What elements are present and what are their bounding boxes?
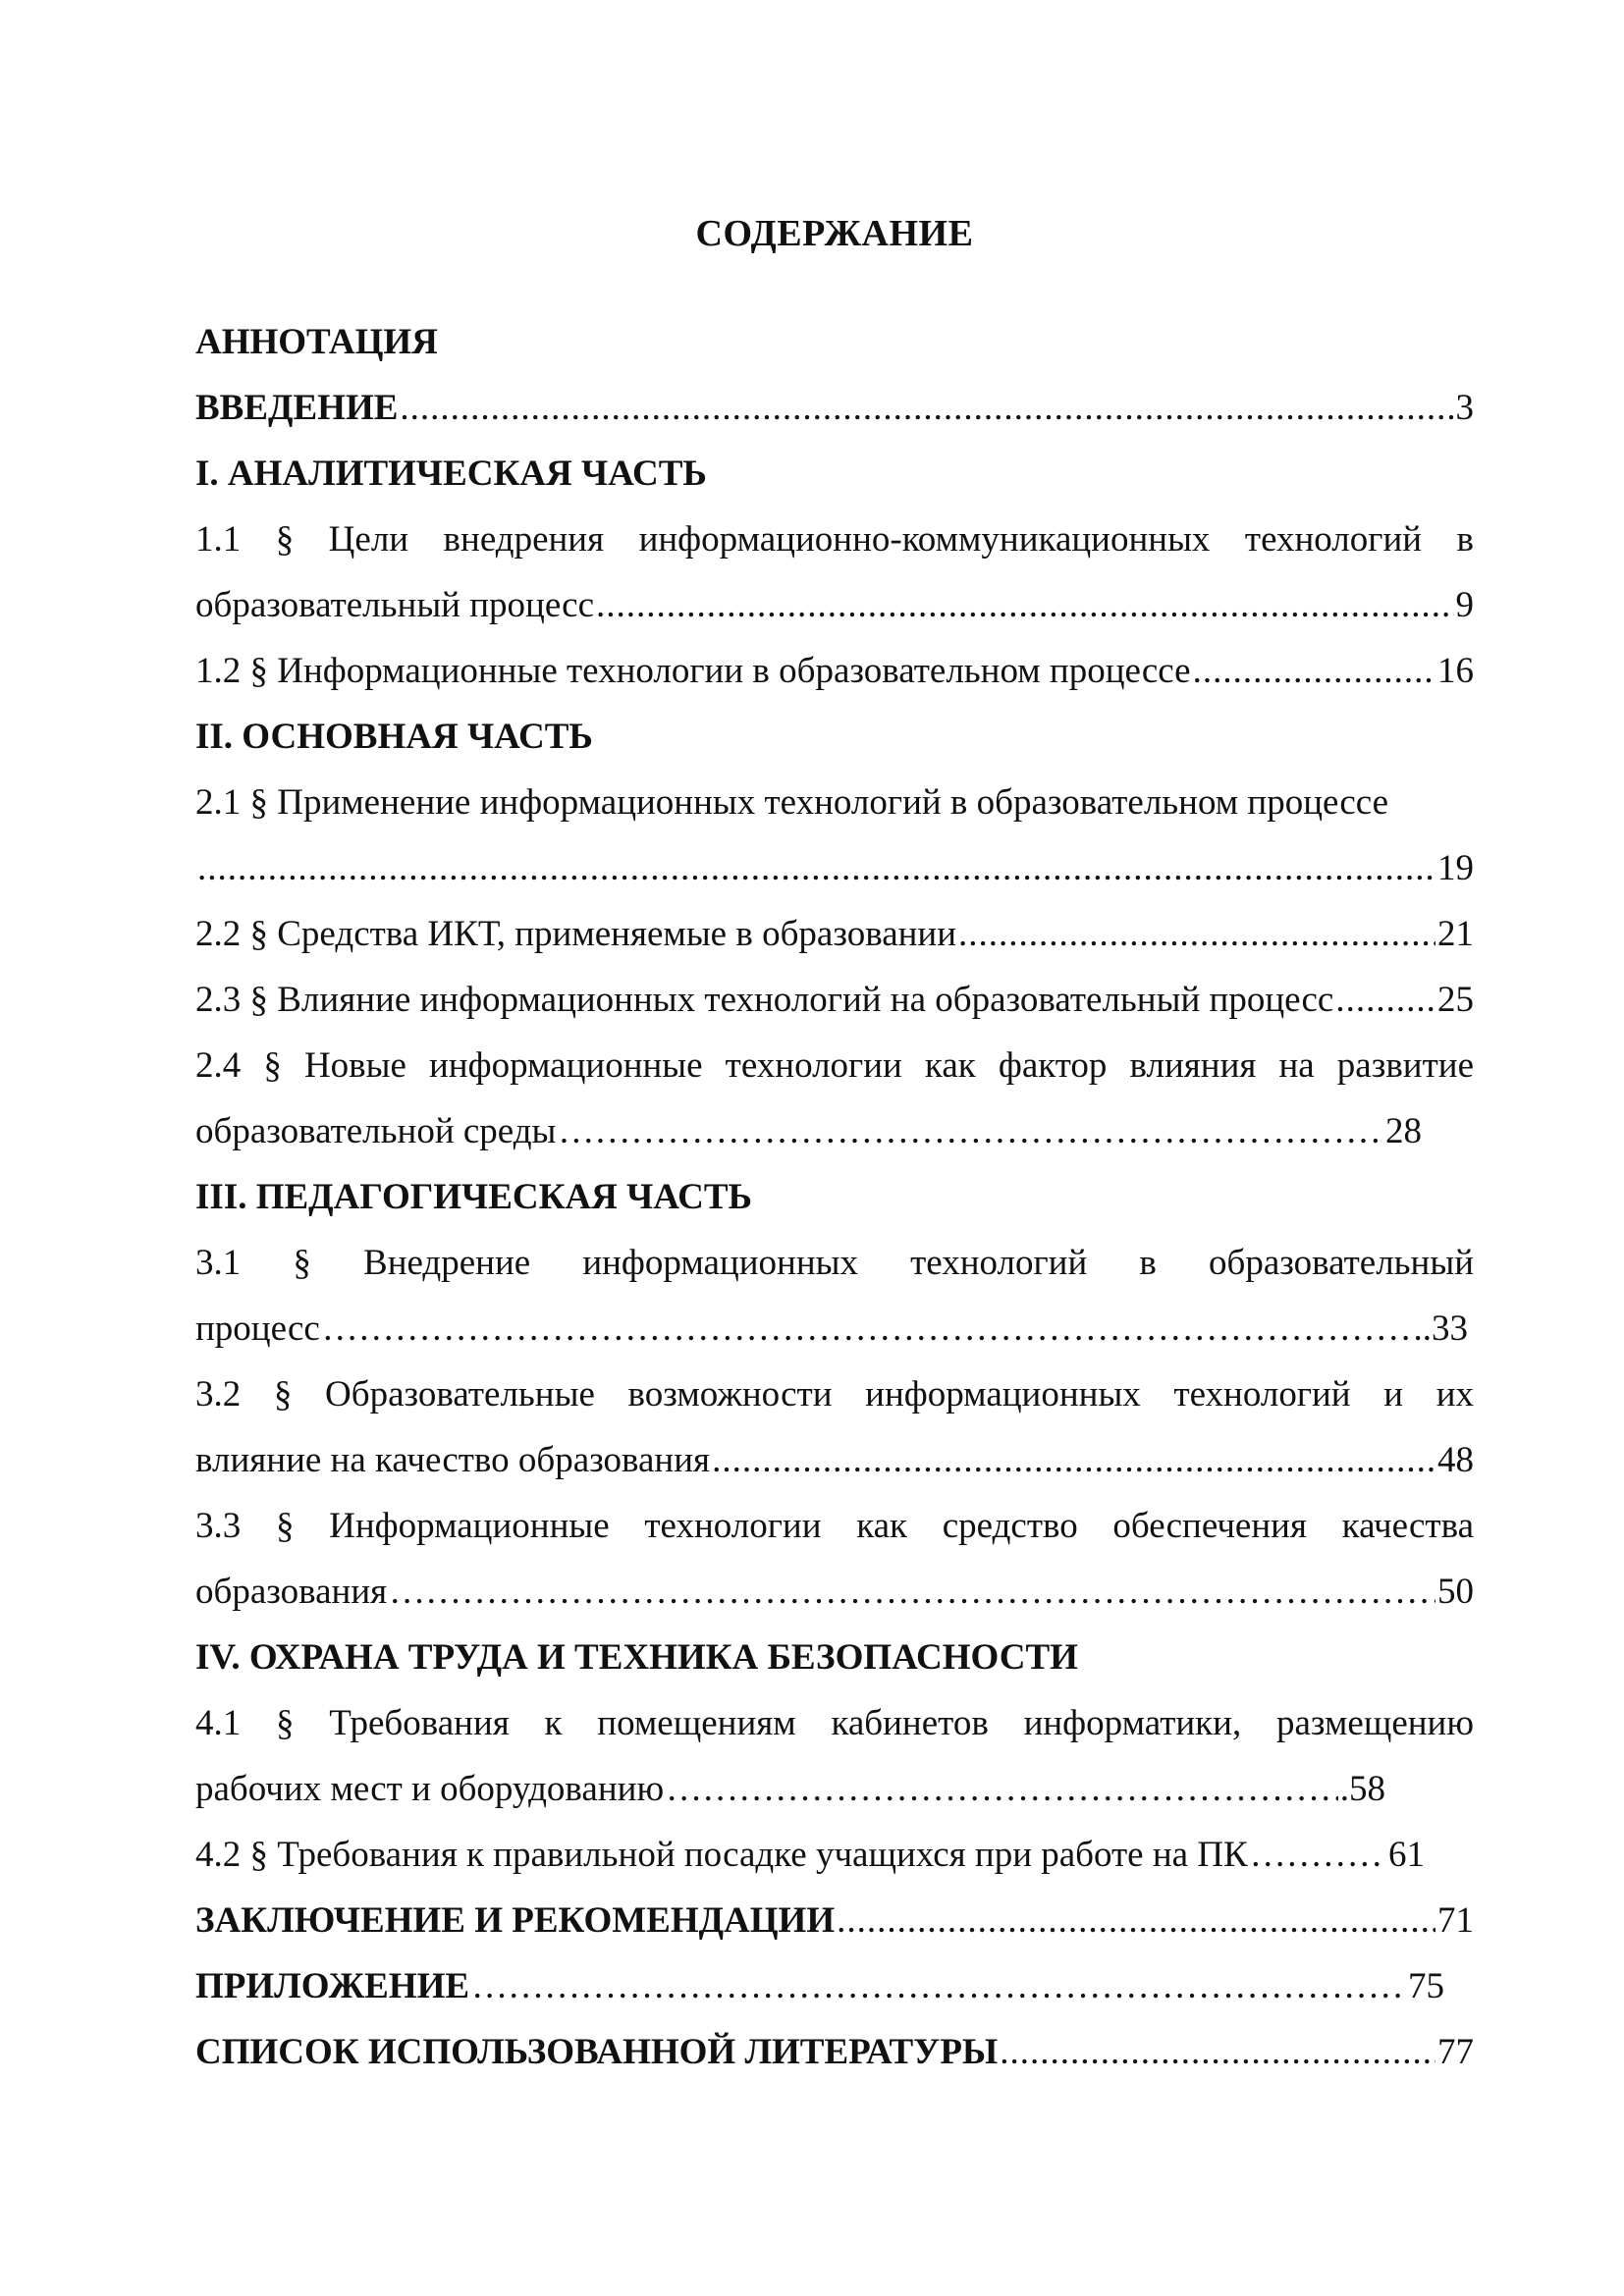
entry-text: образования bbox=[195, 1572, 388, 1612]
page-number: 25 bbox=[1437, 980, 1474, 1020]
toc-entry-references bbox=[195, 2019, 1474, 2085]
toc-section-part-4 bbox=[195, 1625, 1474, 1690]
dot-leader bbox=[558, 1098, 1383, 1164]
page-number: 19 bbox=[1437, 848, 1474, 888]
page-number: 28 bbox=[1385, 1111, 1422, 1151]
toc-entry-4-1-line-1: 4.1 § Требования к помещениям кабинетов информатики, размещению bbox=[195, 1703, 1474, 1743]
dot-leader bbox=[712, 1427, 1435, 1493]
entry-text: 2.2 § Средства ИКТ, применяемые в образовании bbox=[195, 914, 957, 954]
entry-text: 4.2 § Требования к правильной посадке учащихся при работе на ПК bbox=[195, 1835, 1248, 1875]
page-number: 61 bbox=[1388, 1835, 1425, 1875]
toc-entry-3-3-line-2 bbox=[195, 1559, 1474, 1625]
dot-leader bbox=[471, 1953, 1406, 2019]
entry-text: ВВЕДЕНИЕ bbox=[195, 388, 399, 428]
entry-text: образовательный процесс bbox=[195, 585, 595, 625]
entry-text: 2.3 § Влияние информационных технологий на образовательный процесс bbox=[195, 980, 1334, 1020]
dot-leader bbox=[666, 1756, 1338, 1822]
toc-entry-3-2-line-2 bbox=[195, 1427, 1474, 1493]
toc-entry-3-1-line-2 bbox=[195, 1296, 1468, 1362]
entry-text: образовательной среды bbox=[195, 1111, 557, 1151]
entry-text: АННОТАЦИЯ bbox=[195, 322, 438, 362]
section-heading: I. АНАЛИТИЧЕСКАЯ ЧАСТЬ bbox=[195, 454, 707, 494]
toc-entry-1-1-line-2 bbox=[195, 572, 1474, 638]
page-number: ..33 bbox=[1413, 1308, 1468, 1349]
toc-section-part-3 bbox=[195, 1164, 1474, 1230]
toc-entry-2-1-line-2 bbox=[195, 835, 1474, 901]
entry-text: СПИСОК ИСПОЛЬЗОВАННОЙ ЛИТЕРАТУРЫ bbox=[195, 2032, 999, 2072]
toc-section-part-1 bbox=[195, 441, 1474, 507]
toc-entry-3-2-line-1: 3.2 § Образовательные возможности информационных технологий и их bbox=[195, 1374, 1474, 1415]
dot-leader bbox=[389, 1559, 1435, 1625]
dot-leader bbox=[197, 835, 1435, 901]
toc-entry-3-3-line-1: 3.3 § Информационные технологии как средство обеспечения качества bbox=[195, 1506, 1474, 1546]
page-number: 21 bbox=[1437, 914, 1474, 954]
table-of-contents bbox=[195, 201, 1474, 2085]
dot-leader bbox=[322, 1296, 1412, 1362]
dot-leader bbox=[1335, 967, 1435, 1033]
page-number: 48 bbox=[1437, 1440, 1474, 1480]
page-number: 50 bbox=[1437, 1572, 1474, 1612]
toc-entry-conclusion bbox=[195, 1888, 1474, 1953]
toc-title: СОДЕРЖАНИЕ bbox=[695, 213, 974, 254]
dot-leader bbox=[596, 572, 1453, 638]
page-number: 16 bbox=[1437, 651, 1474, 691]
entry-text: 1.2 § Информационные технологии в образовательном процессе bbox=[195, 651, 1191, 691]
toc-entry-appendix bbox=[195, 1953, 1444, 2019]
entry-text: ЗАКЛЮЧЕНИЕ И РЕКОМЕНДАЦИИ bbox=[195, 1900, 836, 1941]
entry-text: ПРИЛОЖЕНИЕ bbox=[195, 1966, 470, 2006]
toc-entry-intro bbox=[195, 375, 1474, 441]
dot-leader bbox=[958, 901, 1435, 967]
toc-entry-2-4-line-1: 2.4 § Новые информационные технологии как фактор влияния на развитие bbox=[195, 1045, 1474, 1086]
toc-entry-2-4-line-2 bbox=[195, 1098, 1422, 1164]
entry-text: 2.1 § Применение информационных технологий в образовательном процессе bbox=[195, 782, 1389, 823]
section-heading: IV. ОХРАНА ТРУДА И ТЕХНИКА БЕЗОПАСНОСТИ bbox=[195, 1637, 1078, 1678]
toc-section-part-2 bbox=[195, 704, 1474, 770]
page-number: 75 bbox=[1408, 1966, 1444, 2006]
toc-entry-4-1-line-2 bbox=[195, 1756, 1385, 1822]
toc-entry-2-2 bbox=[195, 901, 1474, 967]
section-heading: II. ОСНОВНАЯ ЧАСТЬ bbox=[195, 717, 593, 757]
toc-entry-3-1-line-1: 3.1 § Внедрение информационных технологий в образовательный bbox=[195, 1243, 1474, 1283]
page-number: 71 bbox=[1437, 1900, 1474, 1941]
entry-text: процесс bbox=[195, 1308, 320, 1349]
toc-entry-1-2 bbox=[195, 638, 1474, 704]
page-number: 3 bbox=[1455, 388, 1474, 428]
dot-leader bbox=[1000, 2019, 1435, 2085]
entry-text: рабочих мест и оборудованию bbox=[195, 1769, 665, 1809]
section-heading: III. ПЕДАГОГИЧЕСКАЯ ЧАСТЬ bbox=[195, 1177, 753, 1217]
dot-leader bbox=[837, 1888, 1435, 1953]
toc-entry-1-1-line-1: 1.1 § Цели внедрения информационно-коммуникационных технологий в bbox=[195, 519, 1474, 560]
toc-entry-2-1-line-1 bbox=[195, 770, 1474, 835]
dot-leader bbox=[1193, 638, 1435, 704]
entry-text: влияние на качество образования bbox=[195, 1440, 711, 1480]
toc-entry-4-2 bbox=[195, 1822, 1425, 1888]
page-number: 9 bbox=[1455, 585, 1474, 625]
page-number: .58 bbox=[1339, 1769, 1385, 1809]
toc-entry-annotation bbox=[195, 309, 1474, 375]
toc-entry-2-3 bbox=[195, 967, 1474, 1033]
dot-leader bbox=[1250, 1822, 1386, 1888]
page-number: 77 bbox=[1437, 2032, 1474, 2072]
dot-leader bbox=[400, 375, 1453, 441]
